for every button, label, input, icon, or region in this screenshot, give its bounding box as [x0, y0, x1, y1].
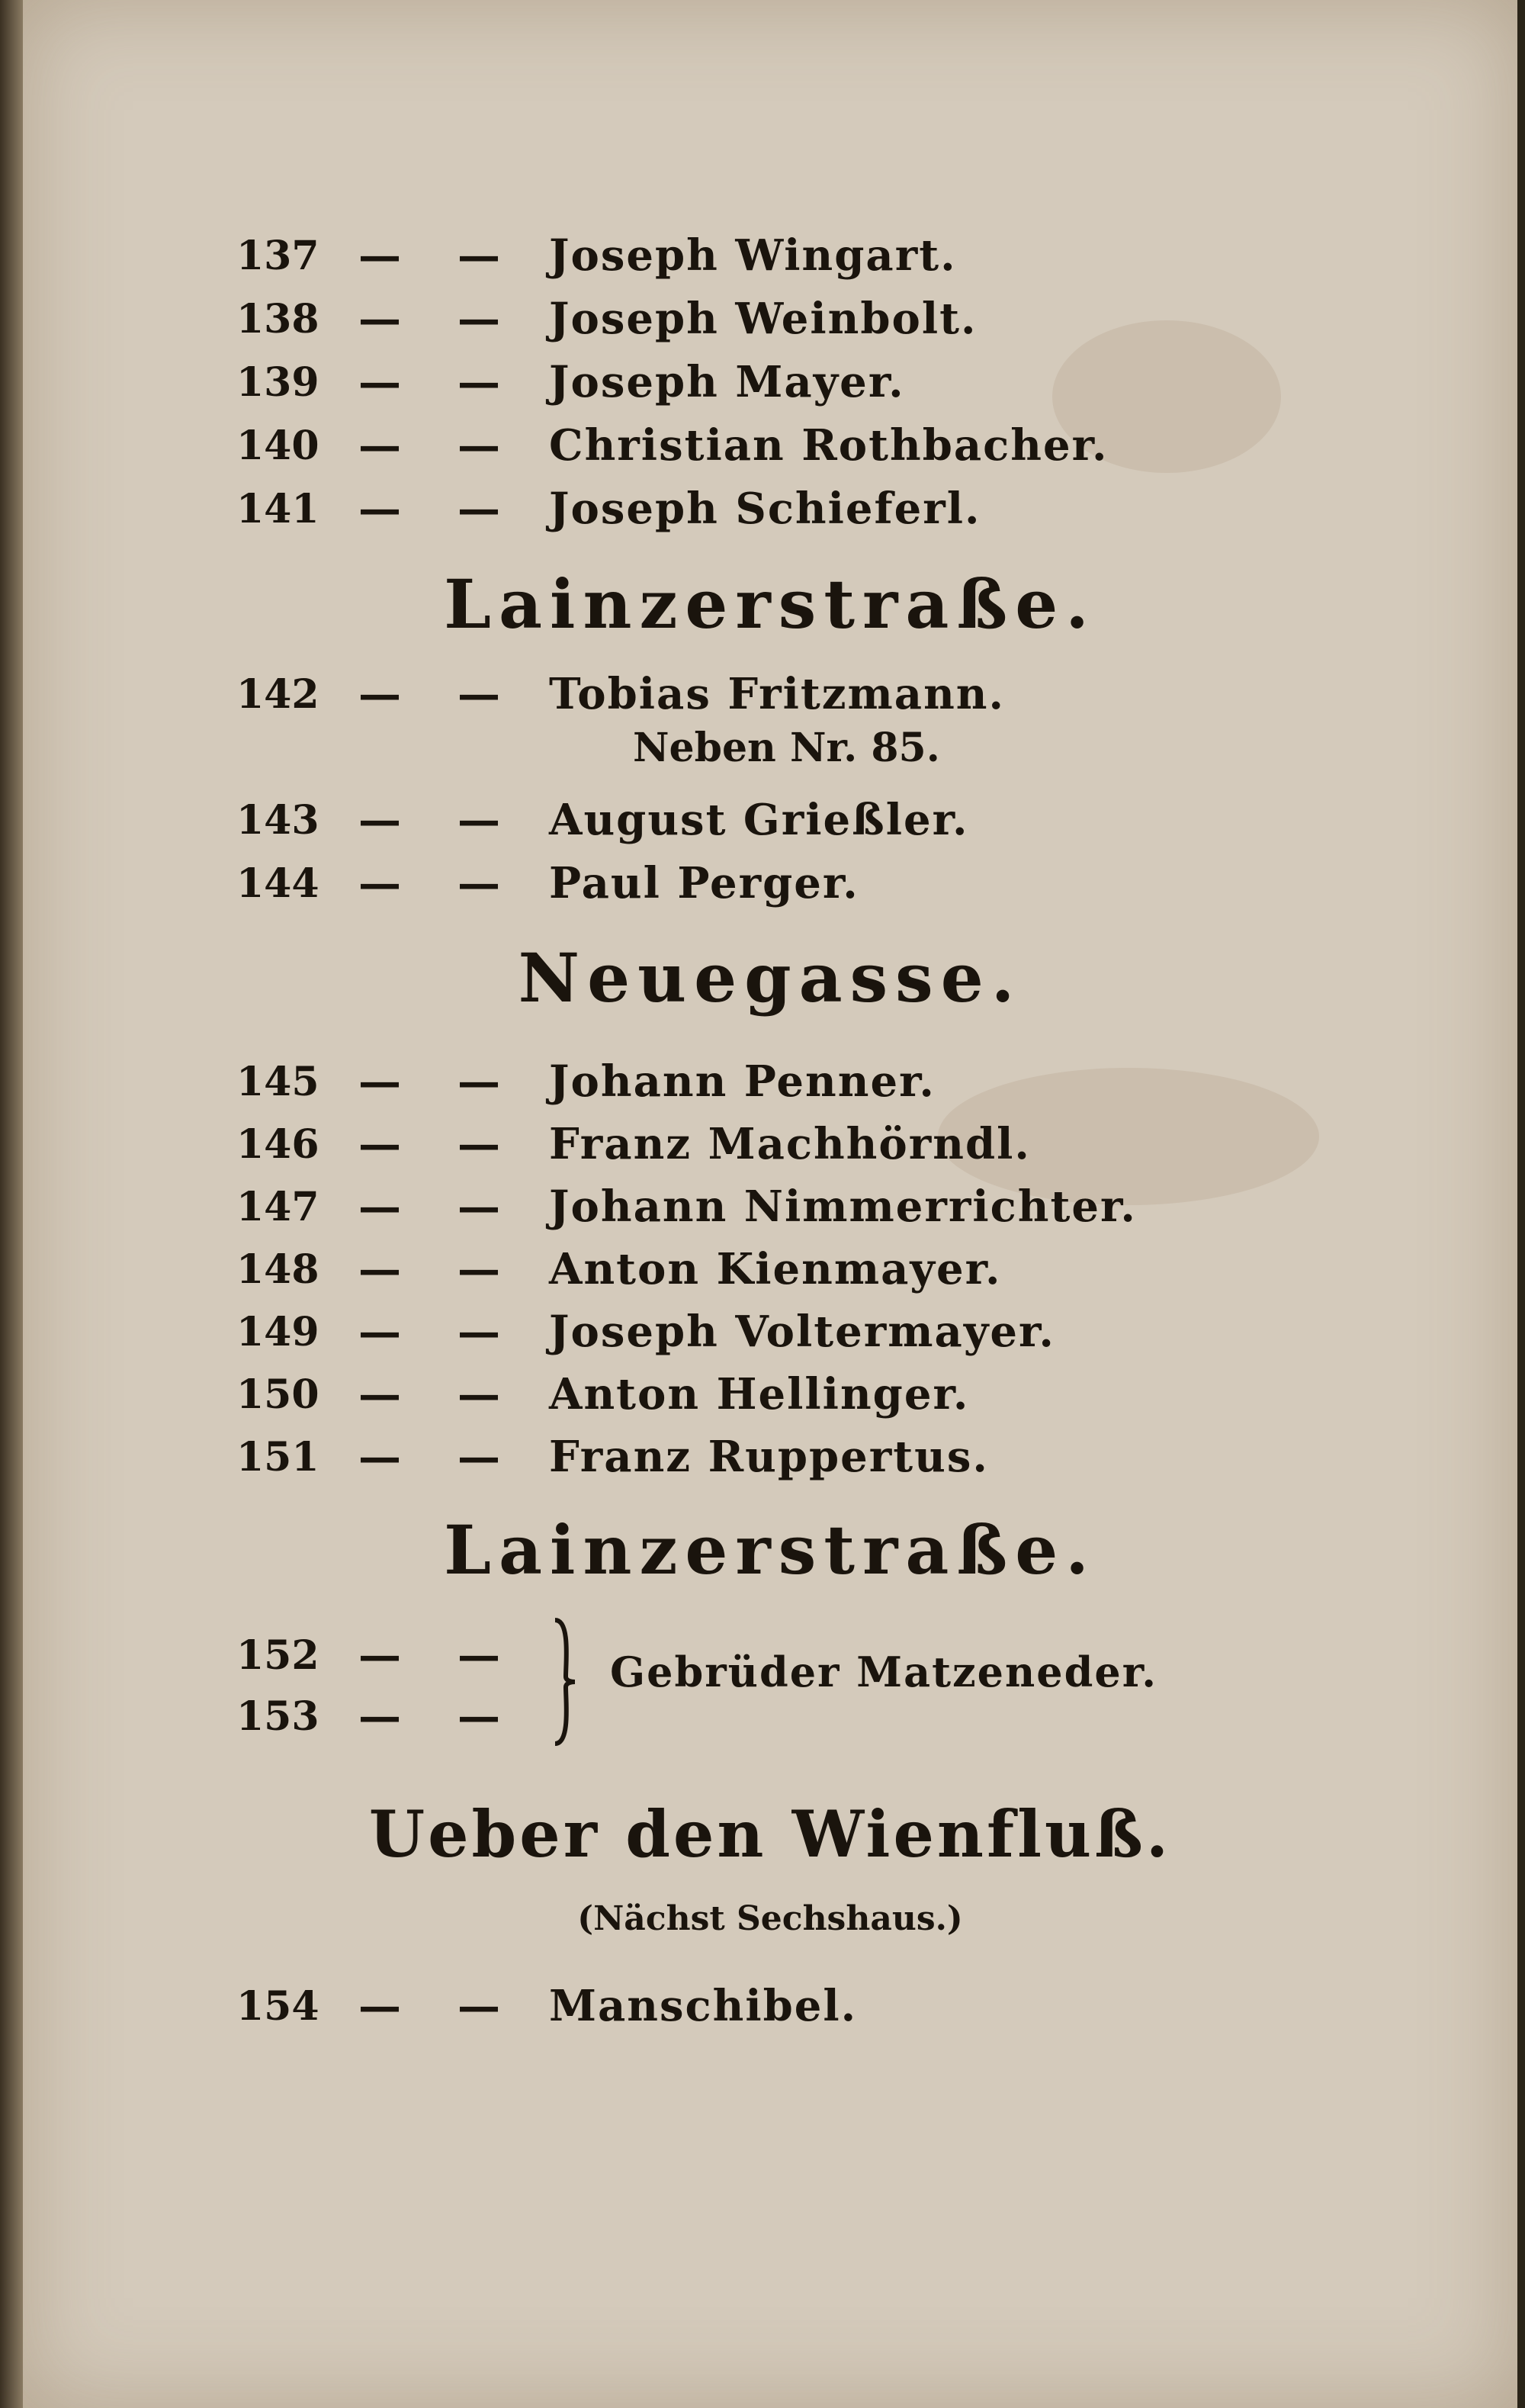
section-heading: Lainzerstraße.	[444, 564, 1096, 644]
section-heading: Lainzerstraße.	[444, 1510, 1096, 1590]
house-number: 147	[236, 1183, 319, 1230]
dash: —	[458, 1307, 500, 1357]
dash: —	[358, 1307, 401, 1357]
dash: —	[458, 1691, 500, 1741]
book-page	[23, 0, 1517, 2408]
dash: —	[458, 1981, 500, 2031]
house-number: 150	[236, 1371, 319, 1418]
dash: —	[458, 484, 500, 534]
house-number: 138	[236, 295, 319, 342]
dash: —	[358, 357, 401, 407]
dash: —	[458, 1432, 500, 1482]
house-number: 145	[236, 1058, 319, 1105]
owner-name: Tobias Fritzmann.	[549, 669, 1006, 719]
curly-brace-icon	[549, 1617, 580, 1747]
owner-name: Joseph Weinbolt.	[549, 294, 978, 344]
dash: —	[458, 294, 500, 344]
section-heading: Ueber den Wienfluß.	[368, 1796, 1172, 1872]
dash: —	[358, 230, 401, 281]
house-number: 144	[236, 860, 319, 907]
house-number: 148	[236, 1246, 319, 1293]
dash: —	[358, 420, 401, 471]
house-number: 154	[236, 1982, 319, 2030]
house-number: 142	[236, 670, 319, 718]
dash: —	[458, 669, 500, 719]
house-number: 149	[236, 1308, 319, 1355]
owner-name: Manschibel.	[549, 1981, 858, 2031]
dash: —	[458, 1630, 500, 1680]
dash: —	[358, 1981, 401, 2031]
dash: —	[358, 1691, 401, 1741]
owner-name: Joseph Wingart.	[549, 230, 957, 281]
book-spine-edge	[0, 0, 23, 2408]
owner-name: August Grießler.	[549, 795, 969, 845]
owner-name: Joseph Voltermayer.	[549, 1307, 1055, 1357]
dash: —	[458, 230, 500, 281]
house-number: 140	[236, 422, 319, 469]
dash: —	[458, 795, 500, 845]
location-note: (Nächst Sechshaus.)	[577, 1899, 963, 1938]
owner-name: Christian Rothbacher.	[549, 420, 1109, 471]
owner-name: Anton Kienmayer.	[549, 1244, 1002, 1294]
dash: —	[358, 1369, 401, 1419]
owner-name: Joseph Mayer.	[549, 357, 905, 407]
dash: —	[458, 1244, 500, 1294]
owner-name: Johann Penner.	[549, 1056, 936, 1107]
owner-name: Johann Nimmerrichter.	[549, 1181, 1137, 1232]
dash: —	[358, 1056, 401, 1107]
dash: —	[358, 669, 401, 719]
dash: —	[358, 484, 401, 534]
owner-name: Franz Ruppertus.	[549, 1432, 989, 1482]
dash: —	[458, 1056, 500, 1107]
dash: —	[458, 1119, 500, 1169]
dash: —	[358, 294, 401, 344]
dash: —	[458, 1181, 500, 1232]
owner-name: Paul Perger.	[549, 858, 859, 908]
location-note: Neben Nr. 85.	[633, 725, 940, 771]
dash: —	[458, 858, 500, 908]
house-number: 141	[236, 485, 319, 532]
house-number: 146	[236, 1120, 319, 1168]
owner-name: Anton Hellinger.	[549, 1369, 970, 1419]
house-number: 137	[236, 232, 319, 279]
house-number: 151	[236, 1433, 319, 1480]
house-number: 153	[236, 1693, 319, 1740]
owner-name: Gebrüder Matzeneder.	[610, 1648, 1158, 1696]
dash: —	[358, 1181, 401, 1232]
owner-name: Franz Machhörndl.	[549, 1119, 1031, 1169]
dash: —	[458, 420, 500, 471]
dash: —	[358, 1630, 401, 1680]
section-heading: Neuegasse.	[518, 938, 1023, 1018]
dash: —	[358, 1432, 401, 1482]
dash: —	[358, 858, 401, 908]
owner-name: Joseph Schieferl.	[549, 484, 981, 534]
dash: —	[358, 795, 401, 845]
dash: —	[458, 357, 500, 407]
house-number: 152	[236, 1632, 319, 1679]
dash: —	[358, 1119, 401, 1169]
house-number: 143	[236, 796, 319, 844]
dash: —	[358, 1244, 401, 1294]
dash: —	[458, 1369, 500, 1419]
house-number: 139	[236, 358, 319, 406]
